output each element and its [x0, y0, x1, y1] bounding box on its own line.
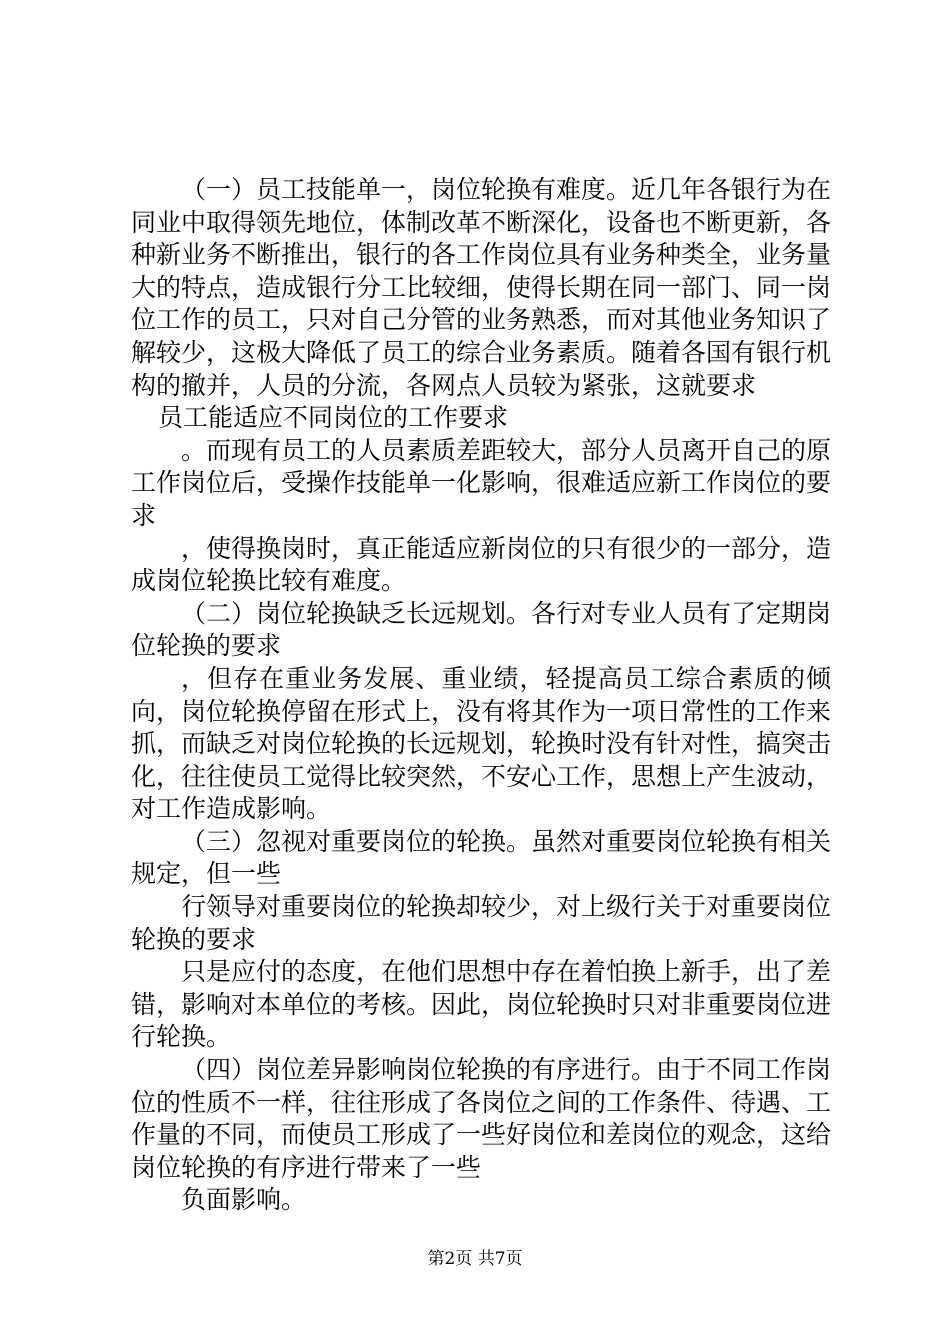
paragraph: （二）岗位轮换缺乏长远规划。各行对专业人员有了定期岗位轮换的要求 [131, 598, 832, 661]
paragraph: 员工能适应不同岗位的工作要求 [158, 403, 509, 433]
paragraph: 。而现有员工的人员素质差距较大，部分人员离开自己的原工作岗位后，受操作技能单一化影响，很难适应新工作岗位的要求 [131, 435, 832, 530]
paragraph: （三）忽视对重要岗位的轮换。虽然对重要岗位轮换有相关规定，但一些 [131, 826, 832, 889]
paragraph: 只是应付的态度，在他们思想中存在着怕换上新手，出了差错，影响对本单位的考核。因此，岗位轮换时只对非重要岗位进行轮换。 [131, 957, 832, 1052]
paragraph: 负面影响。 [181, 1185, 307, 1215]
paragraph: 行领导对重要岗位的轮换却较少，对上级行关于对重要岗位轮换的要求 [131, 892, 832, 954]
paragraph: （一）员工技能单一，岗位轮换有难度。近几年各银行为在同业中取得领先地位，体制改革不断深化，设备也不断更新，各种新业务不断推出，银行的各工作岗位具有业务种类全，业务量大的特点，造成银行分工比较细，使得长期在同一部门、同一岗位工作的员工，只对自己分管的业务熟悉，而对其他业务知识了解较少，这极大降低了员工的综合业务素质。随着各国有银行机构的撤并，人员的分流，各网点人员较为紧张，这就要求 [131, 175, 832, 400]
paragraph: ，但存在重业务发展、重业绩，轻提高员工综合素质的倾向，岗位轮换停留在形式上，没有将其作为一项日常性的工作来抓，而缺乏对岗位轮换的长远规划，轮换时没有针对性，搞突击化，往往使员工觉得比较突然，不安心工作，思想上产生波动，对工作造成影响。 [131, 663, 832, 824]
paragraph: ，使得换岗时，真正能适应新岗位的只有很少的一部分，造成岗位轮换比较有难度。 [131, 533, 832, 596]
page-number-footer: 第2页 共7页 [427, 1249, 523, 1269]
document-body [131, 174, 831, 1217]
paragraph: （四）岗位差异影响岗位轮换的有序进行。由于不同工作岗位的性质不一样，往往形成了各岗位之间的工作条件、待遇、工作量的不同，而使员工形成了一些好岗位和差岗位的观念，这给岗位轮换的有序进行带来了一些 [131, 1055, 832, 1182]
